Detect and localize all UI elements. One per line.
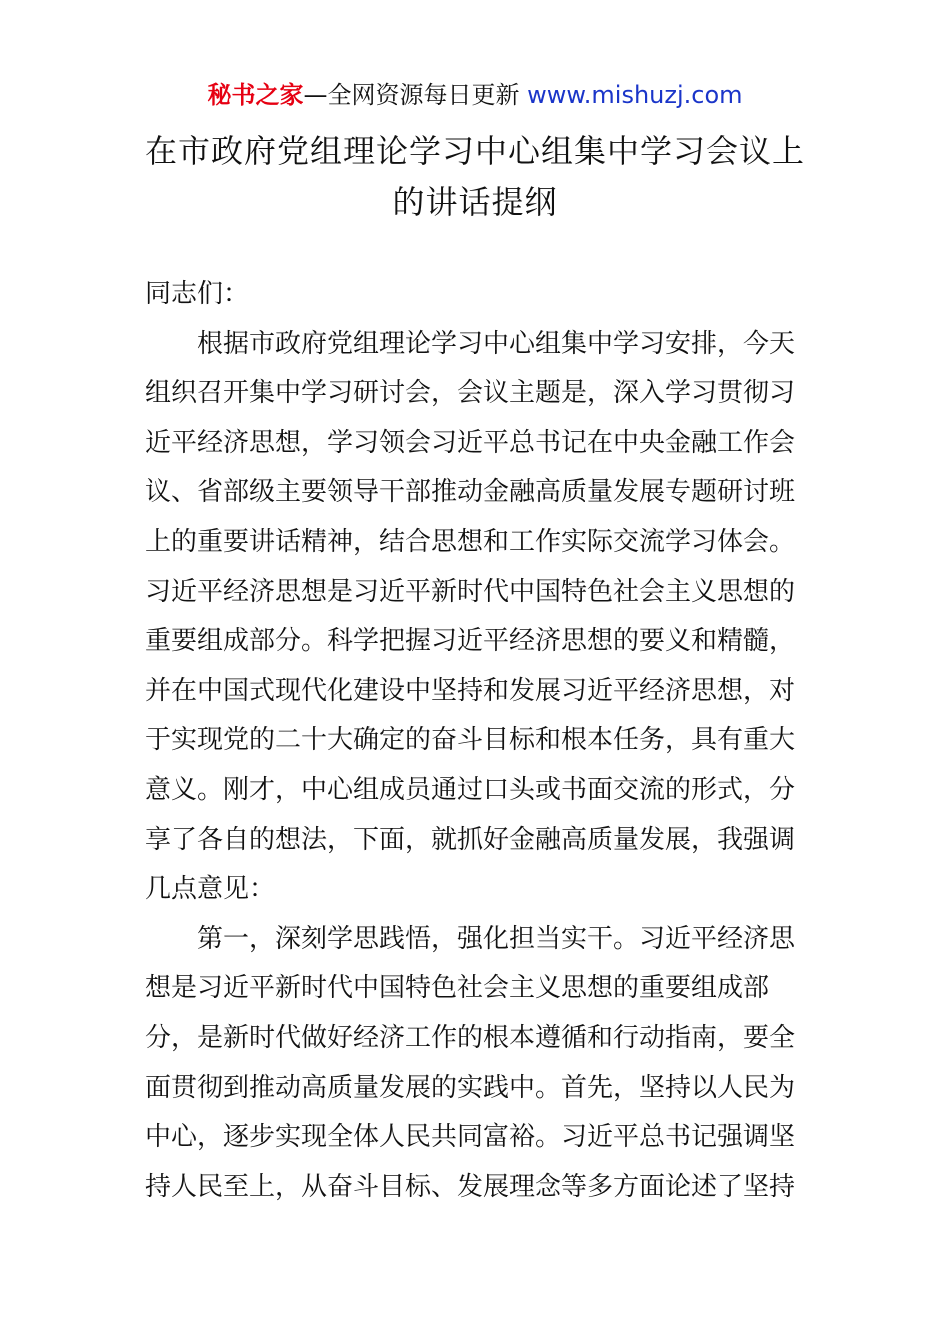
text-line: 中心，逐步实现全体人民共同富裕。习近平总书记强调坚 [145,1122,796,1153]
text-line: 组织召开集中学习研讨会，会议主题是，深入学习贯彻习 [145,378,796,409]
text-line: 意义。刚才，中心组成员通过口头或书面交流的形式，分 [145,774,796,805]
document-title [100,126,850,228]
text-line: 上的重要讲话精神，结合思想和工作实际交流学习体会。 [145,526,796,557]
header-tagline: —全网资源每日更新 [303,81,528,109]
text-line: 并在中国式现代化建设中坚持和发展习近平经济思想，对 [145,675,796,706]
text-line: 分，是新时代做好经济工作的根本遵循和行动指南，要全 [145,1022,796,1053]
site-header [0,78,950,112]
title-line: 的讲话提纲 [392,183,558,221]
document-body [145,270,810,1212]
text-line: 持人民至上，从奋斗目标、发展理念等多方面论述了坚持 [145,1171,796,1202]
text-line: 想是习近平新时代中国特色社会主义思想的重要组成部 [145,973,770,1004]
text-line: 习近平经济思想是习近平新时代中国特色社会主义思想的 [145,576,796,607]
paragraph-1 [145,320,810,915]
salutation: 同志们： [145,279,250,309]
text-line: 第一，深刻学思践悟，强化担当实干。习近平经济思 [197,923,796,954]
text-line: 享了各自的想法，下面，就抓好金融高质量发展，我强调 [145,824,796,855]
paragraph-2 [145,915,810,1213]
text-line: 于实现党的二十大确定的奋斗目标和根本任务，具有重大 [145,725,796,756]
text-line: 面贯彻到推动高质量发展的实践中。首先，坚持以人民为 [145,1072,796,1103]
title-line: 在市政府党组理论学习中心组集中学习会议上 [144,132,805,170]
site-url[interactable]: www.mishuzj.com [527,81,743,109]
brand-name: 秘书之家 [207,81,304,109]
text-line: 重要组成部分。科学把握习近平经济思想的要义和精髓， [145,626,796,657]
text-line: 几点意见： [145,874,276,905]
text-line: 近平经济思想，学习领会习近平总书记在中央金融工作会 [145,427,796,458]
text-line: 根据市政府党组理论学习中心组集中学习安排，今天 [197,328,796,359]
text-line: 议、省部级主要领导干部推动金融高质量发展专题研讨班 [145,477,796,508]
